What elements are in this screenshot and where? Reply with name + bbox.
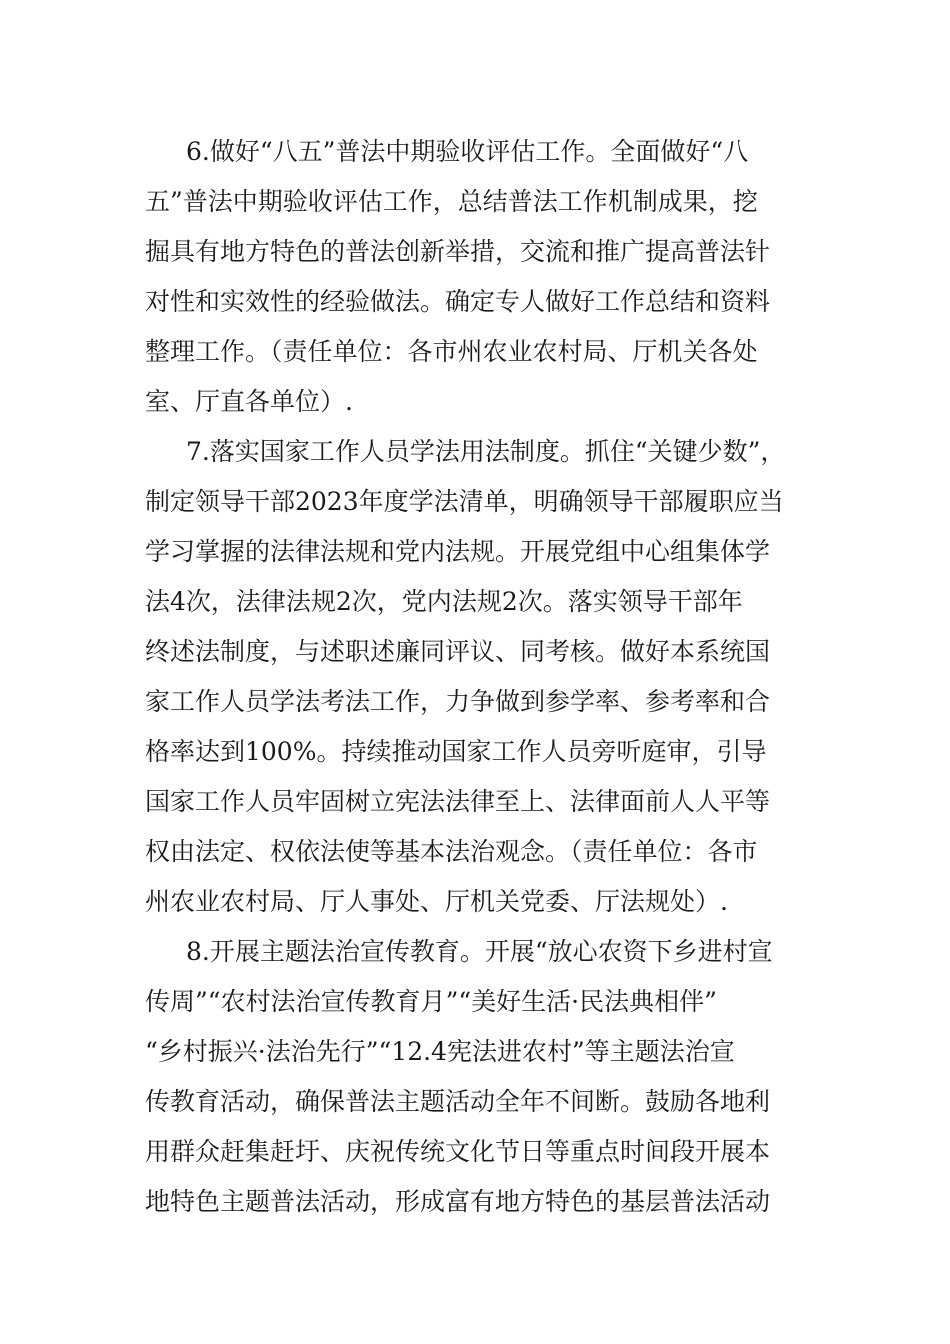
- paragraph-8-line-4: 传教育活动，确保普法主题活动全年不间断。鼓励各地利: [145, 1087, 771, 1116]
- paragraph-7-line-1: 7.落实国家工作人员学法用法制度。抓住“关键少数”，: [186, 437, 786, 466]
- paragraph-6-line-5: 整理工作。（责任单位：各市州农业农村局、厅机关各处: [145, 337, 758, 366]
- paragraph-7-line-3: 学习掌握的法律法规和党内法规。开展党组中心组集体学: [145, 537, 771, 566]
- paragraph-7-line-4: 法4次，法律法规2次，党内法规2次。落实领导干部年: [145, 587, 743, 616]
- paragraph-7-line-10: 州农业农村局、厅人事处、厅机关党委、厅法规处）.: [145, 887, 728, 916]
- paragraph-7-line-9: 权由法定、权依法使等基本法治观念。（责任单位：各市: [145, 837, 758, 866]
- paragraph-7-line-7: 格率达到100%。持续推动国家工作人员旁听庭审，引导: [145, 737, 767, 766]
- paragraph-7-line-2: 制定领导干部2023年度学法清单，明确领导干部履职应当: [145, 487, 784, 516]
- paragraph-6-line-3: 掘具有地方特色的普法创新举措，交流和推广提高普法针: [145, 237, 771, 266]
- paragraph-6-line-4: 对性和实效性的经验做法。确定专人做好工作总结和资料: [145, 287, 771, 316]
- paragraph-7-line-5: 终述法制度，与述职述廉同评议、同考核。做好本系统国: [145, 637, 771, 666]
- paragraph-8-line-3: “乡村振兴·法治先行”“12.4宪法进农村”等主题法治宣: [145, 1037, 735, 1066]
- paragraph-6-line-1: 6.做好“八五”普法中期验收评估工作。全面做好“八: [186, 137, 749, 166]
- paragraph-8-line-2: 传周”“农村法治宣传教育月”“美好生活·民法典相伴”: [145, 987, 717, 1016]
- paragraph-7-line-8: 国家工作人员牢固树立宪法法律至上、法律面前人人平等: [145, 787, 771, 816]
- paragraph-6-line-6: 室、厅直各单位）.: [145, 387, 353, 416]
- paragraph-8-line-6: 地特色主题普法活动，形成富有地方特色的基层普法活动: [145, 1187, 771, 1216]
- paragraph-8-line-1: 8.开展主题法治宣传教育。开展“放心农资下乡进村宣: [186, 937, 773, 966]
- paragraph-6-line-2: 五”普法中期验收评估工作，总结普法工作机制成果，挖: [145, 187, 758, 216]
- paragraph-7-line-6: 家工作人员学法考法工作，力争做到参学率、参考率和合: [145, 687, 771, 716]
- paragraph-8-line-5: 用群众赶集赶圩、庆祝传统文化节日等重点时间段开展本: [145, 1137, 771, 1166]
